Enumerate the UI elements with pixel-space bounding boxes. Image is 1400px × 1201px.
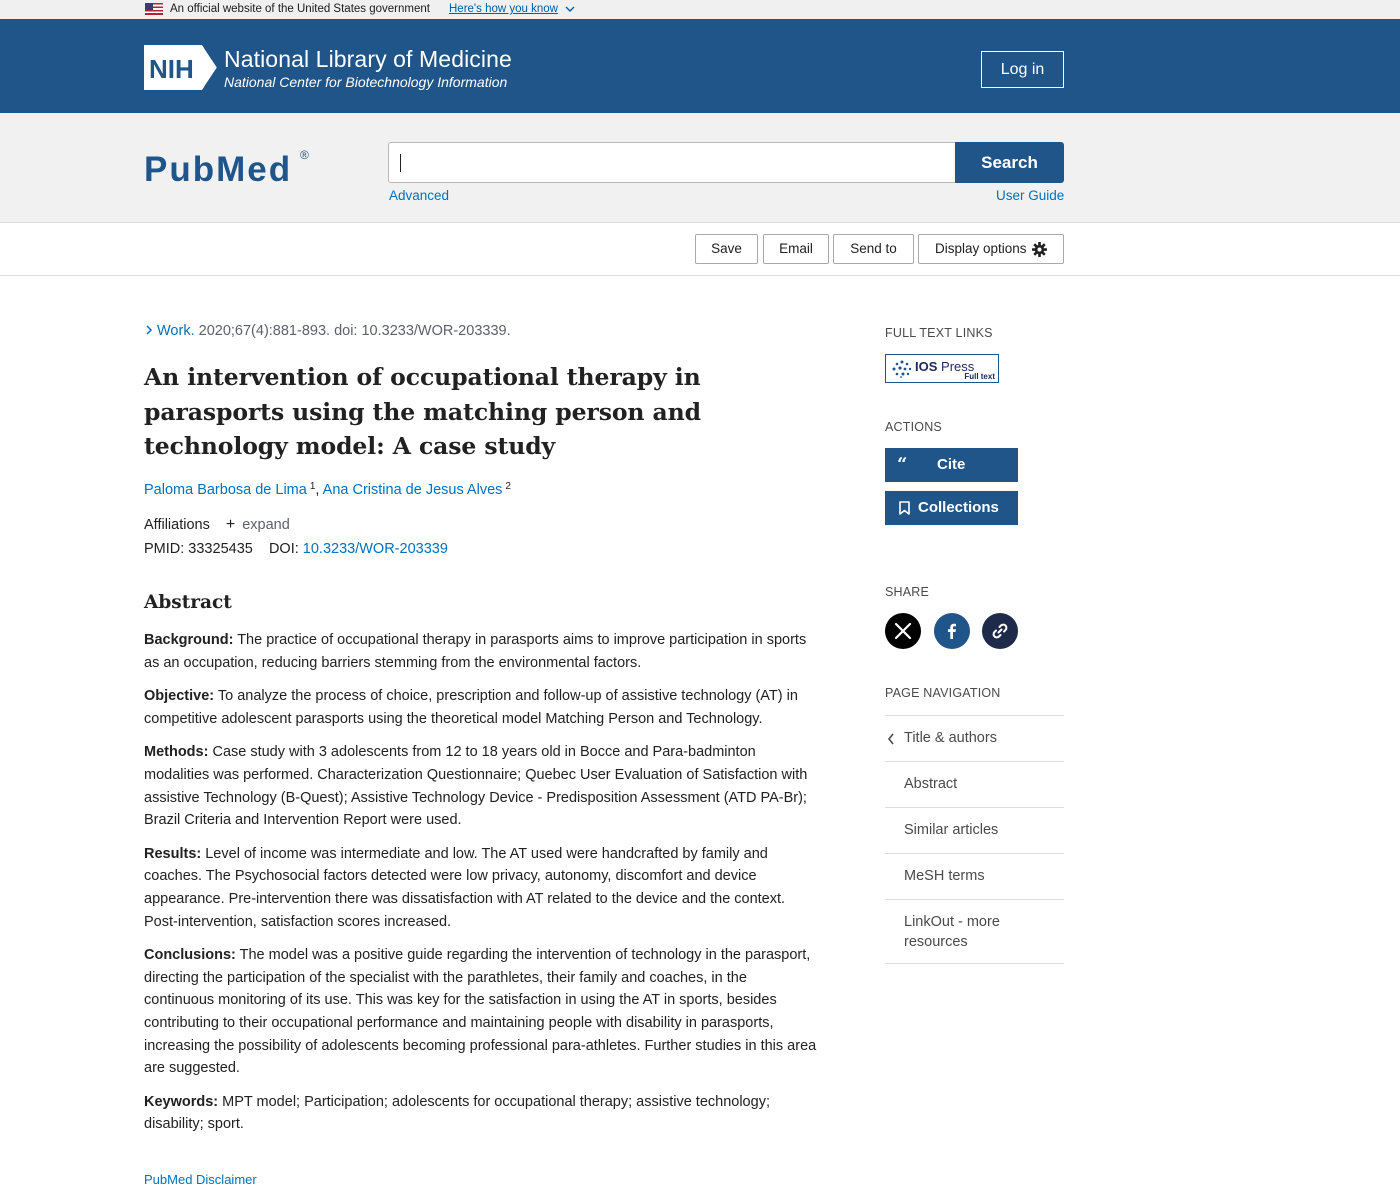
section-text: Level of income was intermediate and low. The AT used were handcrafted by family and coaches. The Psychosocial factors detected were low privacy, autonomy, discomfort and device appearance. Pre-intervention there was dissatisfaction with AT related to the device and the context. Post-intervention, satisfaction scores increased.	[144, 845, 786, 930]
pubmed-disclaimer-link[interactable]: PubMed Disclaimer	[144, 1172, 257, 1187]
nav-item-label: MeSH terms	[904, 868, 985, 884]
chevron-down-icon[interactable]	[565, 4, 575, 14]
collections-button[interactable]	[885, 491, 1018, 525]
section-text: MPT model; Participation; adolescents for occupational therapy; assistive technology; disability; sport.	[144, 1093, 770, 1133]
share-x-button[interactable]	[885, 613, 921, 649]
author-separator: ,	[315, 482, 320, 498]
nav-item-linkout[interactable]	[885, 899, 1064, 964]
article-toolbar	[0, 223, 1400, 276]
author-link[interactable]: Ana Cristina de Jesus Alves	[322, 482, 503, 498]
collections-label: Collections	[918, 499, 999, 516]
pubmed-logo[interactable]	[143, 135, 318, 197]
nav-item-similar-articles[interactable]	[885, 807, 1064, 853]
ios-press-logo-icon	[892, 360, 912, 378]
abstract-section-results	[144, 843, 820, 933]
abstract-section-background	[144, 629, 820, 674]
affiliation-ref[interactable]: 1	[309, 481, 316, 492]
chevron-left-icon	[887, 733, 895, 745]
journal-citation	[144, 323, 511, 339]
heres-how-you-know-link[interactable]: Here's how you know	[449, 3, 558, 15]
authors-list	[144, 481, 511, 498]
nlm-title[interactable]: National Library of Medicine	[224, 46, 512, 72]
search-input[interactable]	[388, 142, 956, 183]
nih-logo-text: NIH	[149, 54, 194, 84]
display-options-label: Display options	[935, 241, 1027, 256]
section-label: Conclusions:	[144, 947, 236, 964]
section-text: To analyze the process of choice, prescription and follow-up of assistive technology (AT) in competitive adolescent parasports using the theoretical model Matching Person and Technology.	[144, 688, 798, 727]
nav-item-label: Abstract	[904, 776, 958, 792]
affiliations-label: Affiliations	[144, 517, 210, 533]
citation-details: 2020;67(4):881-893. doi: 10.3233/WOR-203339.	[194, 323, 511, 339]
article-identifiers	[144, 541, 448, 557]
abstract-heading: Abstract	[144, 592, 232, 613]
cite-button[interactable]	[885, 448, 1018, 482]
gear-icon	[1032, 242, 1047, 257]
search-button[interactable]: Search	[955, 142, 1064, 183]
section-label: Results:	[144, 845, 202, 862]
press-word: Press	[941, 359, 975, 374]
send-to-button[interactable]: Send to	[833, 234, 914, 264]
expand-label: expand	[242, 517, 290, 533]
advanced-search-link[interactable]: Advanced	[389, 188, 450, 203]
ios-word: IOS	[915, 359, 938, 374]
abstract-body	[144, 629, 820, 1147]
section-text: The practice of occupational therapy in parasports aims to improve participation in sports as an occupation, reducing barriers stemming from the environmental factors.	[144, 632, 807, 671]
nav-item-label: LinkOut - more resources	[904, 914, 1000, 950]
us-flag-icon	[145, 3, 163, 15]
share-permalink-button[interactable]	[982, 613, 1018, 649]
x-icon	[894, 622, 912, 640]
pubmed-logo-text: PubMed	[144, 150, 293, 189]
nav-item-abstract[interactable]	[885, 761, 1064, 807]
cite-label: Cite	[937, 456, 966, 473]
share-heading: SHARE	[885, 585, 930, 599]
gov-banner-text: An official website of the United States government	[170, 3, 430, 15]
nav-item-label: Similar articles	[904, 822, 999, 838]
actions-heading: ACTIONS	[885, 420, 942, 434]
author-link[interactable]: Paloma Barbosa de Lima	[144, 482, 307, 498]
link-icon	[991, 622, 1009, 640]
user-guide-link[interactable]: User Guide	[996, 188, 1065, 203]
affiliation-ref[interactable]: 2	[505, 481, 511, 492]
ncbi-subtitle: National Center for Biotechnology Information	[224, 74, 508, 90]
section-text: The model was a positive guide regarding the intervention of technology in the parasport, directing the participation of the specialist with the parathletes, their family and coaches, in the continuous monitoring of its use. This was key for the satisfaction in using the AT in sports, besides contributing to their occupational performance and maintaining people with disability in parasports, increasing the possibility of adolescents becoming professional para-athletes. Further studies in this area are suggested.	[144, 947, 817, 1077]
ios-press-subtitle: Full text	[964, 372, 995, 381]
text-caret	[400, 154, 401, 172]
page-navigation-heading: PAGE NAVIGATION	[885, 686, 1001, 700]
save-button[interactable]: Save	[695, 234, 758, 264]
section-text: Case study with 3 adolescents from 12 to 18 years old in Bocce and Para-badminton modalities was performed. Characterization Questionnaire; Quebec User Evaluation of Satisfaction with assistive Technology (B-Quest); Assistive Technology Device - Predisposition Assessment (ATD PA-Br); Brazil Criteria and Intervention Report were used.	[144, 744, 808, 829]
nih-header	[0, 19, 1400, 113]
login-button[interactable]: Log in	[981, 51, 1064, 88]
affiliations-toggle[interactable]	[144, 516, 290, 534]
page-navigation	[885, 715, 1064, 964]
journal-link[interactable]: Work.	[157, 323, 195, 339]
nav-item-label: Title & authors	[904, 730, 997, 746]
doi-label: DOI:	[268, 541, 299, 557]
nih-logo-icon[interactable]	[144, 45, 217, 90]
chevron-right-icon[interactable]	[144, 325, 154, 335]
abstract-section-keywords	[144, 1091, 820, 1136]
doi-link[interactable]: 10.3233/WOR-203339	[302, 541, 448, 557]
nav-item-title-authors[interactable]	[885, 715, 1064, 761]
section-label: Background:	[144, 632, 234, 648]
section-label: Keywords:	[144, 1093, 219, 1110]
section-label: Methods:	[144, 744, 209, 761]
share-facebook-button[interactable]	[934, 613, 970, 649]
nav-item-mesh-terms[interactable]	[885, 853, 1064, 899]
section-label: Objective:	[144, 688, 215, 705]
abstract-section-objective	[144, 685, 820, 730]
pmid: PMID: 33325435	[144, 541, 253, 557]
abstract-section-conclusions	[144, 944, 820, 1080]
email-button[interactable]: Email	[763, 234, 829, 264]
bookmark-icon	[899, 501, 910, 515]
svg-text:®: ®	[300, 148, 309, 162]
plus-icon: +	[225, 516, 236, 533]
quote-icon: “	[897, 454, 908, 475]
article-title: An intervention of occupational therapy in parasports using the matching person and technology model: A case study	[144, 363, 701, 460]
gov-banner	[0, 0, 1400, 19]
ios-press-full-text-link[interactable]	[885, 354, 999, 383]
facebook-icon	[943, 622, 961, 640]
full-text-links-heading: FULL TEXT LINKS	[885, 326, 993, 340]
display-options-button[interactable]	[918, 234, 1064, 264]
abstract-section-methods	[144, 741, 820, 831]
search-band	[0, 113, 1400, 223]
